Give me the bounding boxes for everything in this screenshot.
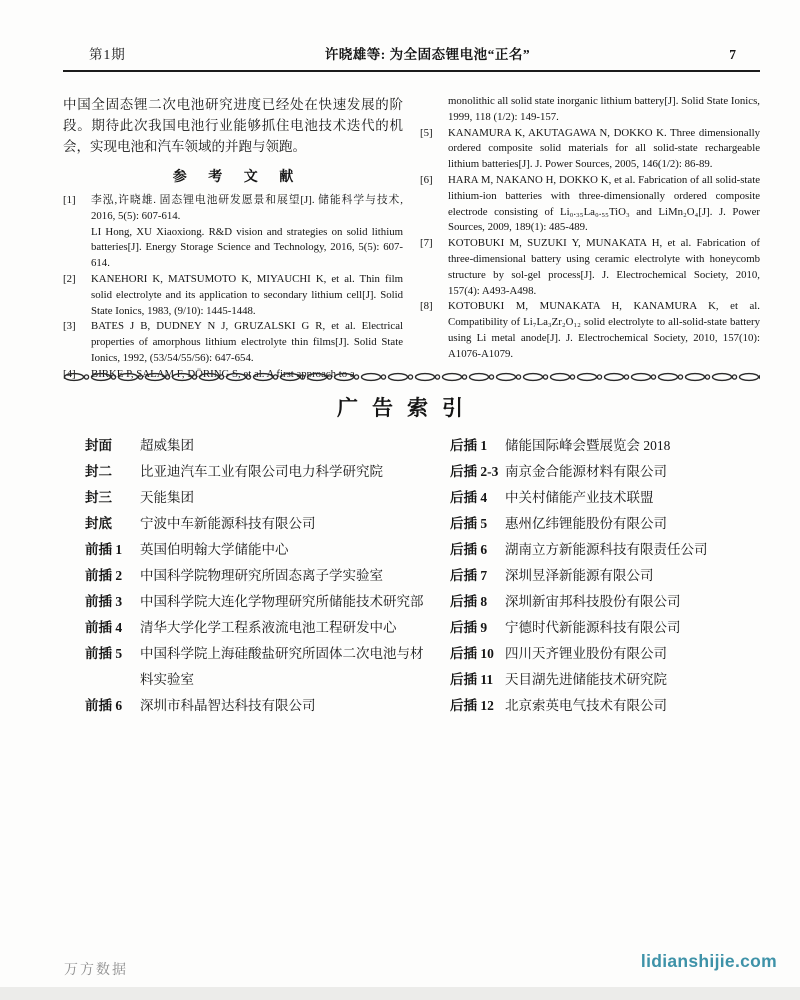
reference-list-right — [420, 94, 760, 363]
ad-position-label: 后插 7 — [450, 568, 488, 583]
ad-position-label: 后插 9 — [450, 620, 488, 635]
ad-position-label: 前插 3 — [85, 594, 123, 609]
reference-text-line: KOTOBUKI M, SUZUKI Y, MUNAKATA H, et al. Fabrication of three-dimensional battery using ceramic electrolyte with honeycomb structure by sol-gel process[J]. J. Electrochemical Society, 2010, 157(4): A493-A498. — [448, 237, 760, 297]
ad-index — [85, 433, 780, 719]
reference-text — [91, 193, 403, 272]
reference-text-line: KOTOBUKI M, MUNAKATA H, KANAMURA K, et al. Compatibility of Li₇La₃Zr₂O₁₂ solid electrolyte to all-solid-state battery using Li metal anode[J]. J. Electrochemical Society, 2010, 157(10): A1076-A1079. — [448, 300, 760, 360]
reference-item — [420, 236, 760, 299]
ad-position-label: 后插 1 — [450, 438, 488, 453]
ad-row — [85, 433, 430, 459]
references-section — [63, 94, 760, 383]
reference-number: [6] — [420, 173, 433, 186]
ad-row — [85, 511, 430, 537]
reference-text — [91, 319, 403, 366]
ad-row — [450, 485, 780, 511]
reference-item — [63, 193, 403, 272]
ad-row — [85, 589, 430, 615]
page-header — [63, 46, 760, 72]
ad-position-label: 封面 — [85, 438, 112, 453]
reference-text — [448, 236, 760, 299]
ad-row — [85, 693, 430, 719]
right-column — [420, 94, 760, 383]
reference-number: [7] — [420, 237, 433, 250]
reference-number: [1] — [63, 194, 76, 206]
reference-text-line: KANAMURA K, AKUTAGAWA N, DOKKO K. Three dimensionally ordered composite solid materials for all solid-state rechargeable lithium batteries[J]. J. Power Sources, 2005, 146(1/2): 86-89. — [448, 126, 760, 171]
ad-position-label: 前插 1 — [85, 542, 123, 557]
reference-text — [448, 126, 760, 173]
ad-advertiser-name: 深圳市科晶智达科技有限公司 — [140, 698, 316, 713]
ad-advertiser-name: 中关村储能产业技术联盟 — [505, 490, 654, 505]
ad-advertiser-name: 南京金合能源材料有限公司 — [505, 464, 667, 479]
reference-text-line: KANEHORI K, MATSUMOTO K, MIYAUCHI K, et al. Thin film solid electrolyte and its application to secondary lithium cell[J]. Solid State Ionics, 1983, (9/10): 1445-1448. — [91, 272, 403, 317]
ad-advertiser-name: 四川天齐锂业股份有限公司 — [505, 646, 667, 661]
ad-position-label: 前插 5 — [85, 646, 123, 661]
ad-position-label: 前插 6 — [85, 698, 123, 713]
ad-row — [450, 563, 780, 589]
website-link: lidianshijie.com — [640, 951, 777, 971]
journal-issue: 第1期 — [89, 47, 126, 62]
reference-text — [448, 299, 760, 362]
ad-position-label: 后插 11 — [450, 672, 494, 687]
ad-position-label: 后插 12 — [450, 698, 494, 713]
ad-position-label: 后插 4 — [450, 490, 488, 505]
ad-position-label: 封二 — [85, 464, 112, 479]
ad-index-left-column — [85, 433, 430, 719]
reference-text-line: HARA M, NAKANO H, DOKKO K, et al. Fabrication of all solid-state lithium-ion batteries with three-dimensionally ordered composite electrode consisting of Li₀.₃₅La₀.₅₅TiO₃ and LiMn₂O₄[J]. J. Power Sources, 2009, 189(1): 485-489. — [448, 173, 760, 234]
ad-row — [85, 485, 430, 511]
reference-text — [448, 94, 760, 126]
ad-advertiser-name: 宁德时代新能源科技有限公司 — [505, 620, 681, 635]
ad-row — [85, 641, 430, 693]
ad-position-label: 后插 5 — [450, 516, 488, 531]
reference-text — [91, 272, 403, 319]
ad-advertiser-name: 中国科学院物理研究所固态离子学实验室 — [140, 568, 383, 583]
ad-advertiser-name: 超威集团 — [140, 438, 194, 453]
references-heading: 参 考 文 献 — [172, 170, 303, 185]
ad-position-label: 后插 8 — [450, 594, 488, 609]
ad-row — [450, 667, 780, 693]
reference-item — [420, 299, 760, 362]
ad-row — [450, 641, 780, 667]
ad-advertiser-name: 宁波中车新能源科技有限公司 — [140, 516, 316, 531]
ad-row — [85, 537, 430, 563]
reference-text-zh: 李泓,许晓雄. 固态锂电池研发愿景和展望[J]. 储能科学与技术, 2016, 5(5): 607-614. — [91, 194, 403, 222]
ad-row — [450, 615, 780, 641]
ad-position-label: 封三 — [85, 490, 112, 505]
ad-position-label: 后插 10 — [450, 646, 494, 661]
ad-advertiser-name: 中国科学院上海硅酸盐研究所固体二次电池与材料实验室 — [140, 646, 424, 687]
ad-advertiser-name: 深圳新宙邦科技股份有限公司 — [505, 594, 681, 609]
page-number: 7 — [729, 47, 736, 62]
reference-number: [5] — [420, 126, 433, 139]
scan-edge-band — [0, 987, 800, 1000]
reference-text-line: monolithic all solid state inorganic lithium battery[J]. Solid State Ionics, 1999, 118 (1/2): 149-157. — [448, 95, 760, 123]
ad-advertiser-name: 深圳昱泽新能源有限公司 — [505, 568, 654, 583]
ad-advertiser-name: 储能国际峰会暨展览会 2018 — [505, 438, 671, 453]
watermark: 万方数据 — [64, 963, 128, 978]
ad-row — [450, 537, 780, 563]
ad-row — [450, 433, 780, 459]
ad-row — [450, 589, 780, 615]
ad-advertiser-name: 中国科学院大连化学物理研究所储能技术研究部 — [140, 594, 424, 609]
ad-position-label: 前插 2 — [85, 568, 123, 583]
ad-advertiser-name: 惠州亿纬锂能股份有限公司 — [505, 516, 667, 531]
ad-row — [85, 615, 430, 641]
left-column — [63, 94, 403, 383]
ad-position-label: 后插 6 — [450, 542, 488, 557]
reference-list-left — [63, 193, 403, 383]
ad-row — [85, 563, 430, 589]
chain-divider — [63, 371, 760, 383]
ad-advertiser-name: 清华大学化学工程系液流电池工程研发中心 — [140, 620, 397, 635]
ad-advertiser-name: 英国伯明翰大学储能中心 — [140, 542, 289, 557]
reference-number — [420, 94, 448, 126]
ad-advertiser-name: 湖南立方新能源科技有限责任公司 — [505, 542, 708, 557]
ad-row — [85, 459, 430, 485]
reference-number: [2] — [63, 272, 76, 285]
reference-item — [420, 173, 760, 236]
reference-text-line: BATES J B, DUDNEY N J, GRUZALSKI G R, et al. Electrical properties of amorphous lithium electrolyte thin films[J]. Solid State Ionics, 1992, (53/54/55/56): 647-654. — [91, 320, 403, 364]
ad-row — [450, 511, 780, 537]
ad-position-label: 后插 2-3 — [450, 464, 499, 479]
reference-item — [63, 272, 403, 319]
ad-index-right-column — [450, 433, 780, 719]
reference-number: [8] — [420, 300, 433, 313]
ad-position-label: 封底 — [85, 516, 112, 531]
intro-paragraph: 中国全固态锂二次电池研究进度已经处在快速发展的阶段。期待此次我国电池行业能够抓住电池技术迭代的机会，实现电池和汽车领域的并跑与领跑。 — [63, 97, 403, 154]
ad-advertiser-name: 天能集团 — [140, 490, 194, 505]
ad-row — [450, 693, 780, 719]
reference-item — [63, 319, 403, 366]
reference-number: [3] — [63, 320, 76, 333]
reference-item — [420, 94, 760, 126]
ad-advertiser-name: 比亚迪汽车工业有限公司电力科学研究院 — [140, 464, 383, 479]
reference-text-en: LI Hong, XU Xiaoxiong. R&D vision and strategies on solid lithium batteries[J]. Energy Storage Science and Technology, 2016, 5(5): 607-614. — [91, 225, 403, 270]
ad-row — [450, 459, 780, 485]
reference-text — [448, 173, 760, 236]
ad-advertiser-name: 天目湖先进储能技术研究院 — [505, 672, 667, 687]
ad-position-label: 前插 4 — [85, 620, 123, 635]
ad-advertiser-name: 北京索英电气技术有限公司 — [505, 698, 667, 713]
ad-index-title: 广告索引 — [337, 397, 477, 420]
running-title: 许晓雄等: 为全固态锂电池“正名” — [324, 47, 531, 62]
reference-item — [420, 126, 760, 173]
